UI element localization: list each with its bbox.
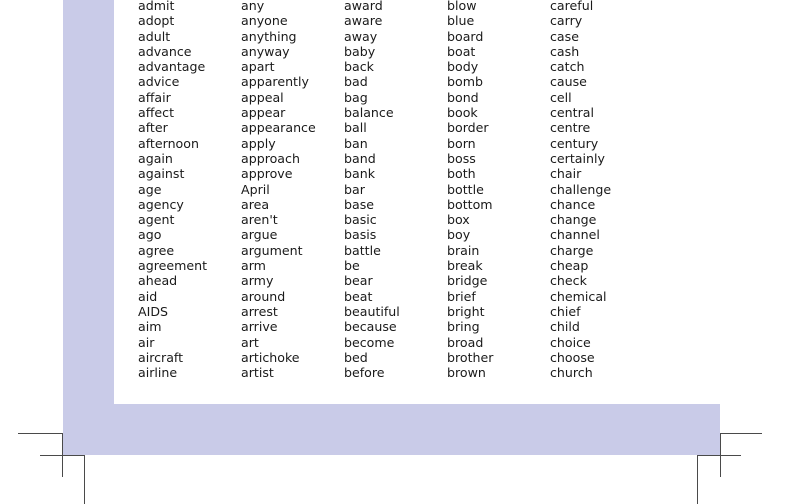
word-list-item: boy [447, 227, 471, 243]
word-column-5 [550, 0, 611, 380]
word-list-item: channel [550, 227, 600, 243]
word-list-item: bank [344, 166, 375, 182]
word-list-item: change [550, 212, 597, 228]
word-list-item: ahead [138, 273, 178, 289]
word-list-item: choose [550, 349, 595, 365]
word-list-item: apart [241, 59, 275, 75]
word-list-item: centre [550, 120, 591, 136]
word-list-item: age [138, 181, 162, 197]
word-list-item: cash [550, 43, 580, 59]
word-list-item: base [344, 196, 375, 212]
word-list-item: artist [241, 365, 274, 381]
word-list-item: brother [447, 349, 494, 365]
word-list-item: afternoon [138, 135, 199, 151]
word-list-item: adult [138, 28, 171, 44]
word-list-item: certainly [550, 150, 605, 166]
word-list-item: brown [447, 365, 486, 381]
word-list-item: back [344, 59, 374, 75]
word-list-item: affair [138, 89, 171, 105]
word-list-item: agreement [138, 258, 208, 274]
word-list-item: break [447, 258, 483, 274]
word-list-item: advice [138, 74, 180, 90]
word-list-item: basic [344, 212, 377, 228]
word-column-4 [447, 0, 493, 380]
word-list-item: choice [550, 334, 591, 350]
word-list-item: argue [241, 227, 278, 243]
word-list-item: brief [447, 288, 476, 304]
word-list-item: body [447, 59, 479, 75]
word-list-item: chair [550, 166, 582, 182]
word-list-item: anyway [241, 43, 290, 59]
word-list-item: both [447, 166, 476, 182]
word-list-item: against [138, 166, 185, 182]
word-list-item: air [138, 334, 155, 350]
crop-mark [697, 455, 698, 504]
word-list-item: bad [344, 74, 368, 90]
word-list-item: cause [550, 74, 587, 90]
word-list-item: catch [550, 59, 585, 75]
word-list-item: chief [550, 303, 581, 319]
word-list-item: area [241, 196, 270, 212]
word-list-item: appear [241, 105, 286, 121]
word-list-item: arrest [241, 303, 278, 319]
crop-mark [84, 455, 85, 504]
word-list-item: born [447, 135, 476, 151]
word-list-item: case [550, 28, 579, 44]
word-list-item: battle [344, 242, 381, 258]
word-list-item: aircraft [138, 349, 184, 365]
word-list-item: apply [241, 135, 276, 151]
word-list-item: ball [344, 120, 367, 136]
word-list-item: approach [241, 150, 300, 166]
word-list-item: brain [447, 242, 480, 258]
word-list-item: airline [138, 365, 178, 381]
word-list-item: before [344, 365, 385, 381]
word-list-item: bar [344, 181, 365, 197]
word-list-item: boat [447, 43, 476, 59]
word-list-item: aim [138, 319, 162, 335]
word-list-item: child [550, 319, 580, 335]
word-list-item: bring [447, 319, 480, 335]
word-list-item: April [241, 181, 270, 197]
word-list-item: away [344, 28, 378, 44]
word-list-item: argument [241, 242, 303, 258]
word-list-item: any [241, 0, 265, 13]
word-list-item: carry [550, 13, 583, 29]
word-list-item: aware [344, 13, 383, 29]
word-list-item: art [241, 334, 259, 350]
word-list-item: admit [138, 0, 175, 13]
word-list-item: cheap [550, 258, 589, 274]
word-list-item: church [550, 365, 593, 381]
word-list-item: century [550, 135, 599, 151]
word-column-3 [344, 0, 400, 380]
word-list-item: bag [344, 89, 368, 105]
word-list-item: apparently [241, 74, 309, 90]
word-list-item: appearance [241, 120, 316, 136]
word-list-item: anyone [241, 13, 288, 29]
word-list-item: basis [344, 227, 377, 243]
word-list-item: bottom [447, 196, 493, 212]
word-list-item: aid [138, 288, 158, 304]
crop-mark [720, 433, 762, 434]
word-list-item: cell [550, 89, 572, 105]
word-list-item: band [344, 150, 376, 166]
word-list-item: affect [138, 105, 175, 121]
word-list-item: again [138, 150, 173, 166]
word-list-item: arm [241, 258, 266, 274]
word-list-item: AIDS [138, 303, 169, 319]
word-list-item: check [550, 273, 587, 289]
word-list-item: blow [447, 0, 477, 13]
word-list-item: chemical [550, 288, 607, 304]
word-list-item: bear [344, 273, 373, 289]
word-list-item: blue [447, 13, 475, 29]
word-list-item: aren't [241, 212, 278, 228]
word-list-item: appeal [241, 89, 284, 105]
word-list-item: charge [550, 242, 594, 258]
word-list-item: beat [344, 288, 373, 304]
word-list-item: artichoke [241, 349, 300, 365]
word-list-item: baby [344, 43, 376, 59]
word-list-item: around [241, 288, 286, 304]
word-list-item: agree [138, 242, 175, 258]
word-list-item: careful [550, 0, 594, 13]
word-list-item: advance [138, 43, 192, 59]
crop-mark [40, 455, 84, 456]
word-list-item: ago [138, 227, 162, 243]
word-list-item: agent [138, 212, 175, 228]
word-list-item: book [447, 105, 478, 121]
document-page [114, 0, 720, 404]
word-list-item: boss [447, 150, 476, 166]
word-list-item: bottle [447, 181, 484, 197]
word-list-item: challenge [550, 181, 612, 197]
word-list-item: agency [138, 196, 184, 212]
word-list-item: army [241, 273, 274, 289]
word-list-item: anything [241, 28, 297, 44]
word-list-item: bond [447, 89, 479, 105]
word-list-item: after [138, 120, 168, 136]
word-list-item: ban [344, 135, 368, 151]
word-list-item: chance [550, 196, 596, 212]
word-list-item: bed [344, 349, 368, 365]
word-list-item: box [447, 212, 470, 228]
word-list-item: balance [344, 105, 394, 121]
word-list-item: be [344, 258, 360, 274]
word-list-item: approve [241, 166, 293, 182]
word-column-2 [241, 0, 316, 380]
word-list-item: bright [447, 303, 485, 319]
word-list-item: arrive [241, 319, 278, 335]
word-list-item: advantage [138, 59, 206, 75]
word-list-item: board [447, 28, 484, 44]
crop-mark [18, 433, 62, 434]
word-list-item: adopt [138, 13, 175, 29]
word-list-item: broad [447, 334, 484, 350]
word-list-item: become [344, 334, 395, 350]
crop-mark [697, 455, 741, 456]
word-list-item: award [344, 0, 383, 13]
word-list-item: bomb [447, 74, 483, 90]
word-list-item: border [447, 120, 489, 136]
word-list-item: central [550, 105, 594, 121]
word-column-1 [138, 0, 207, 380]
word-list-item: beautiful [344, 303, 400, 319]
word-list-item: because [344, 319, 397, 335]
word-list-item: bridge [447, 273, 488, 289]
